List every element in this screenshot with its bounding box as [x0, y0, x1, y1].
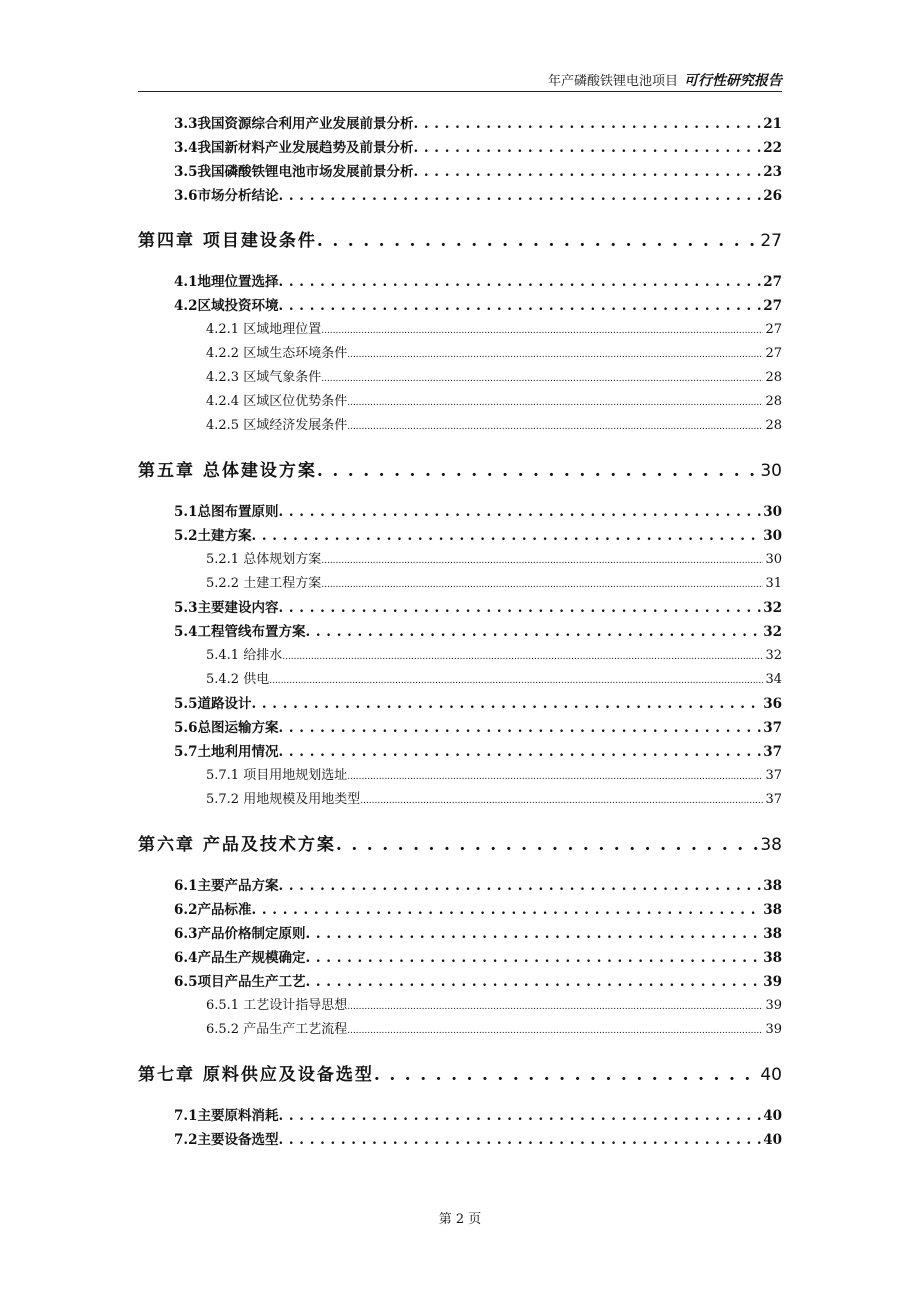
toc-page-number: 38 [763, 926, 782, 942]
toc-entry-title: 6.5.1 工艺设计指导思想 [206, 998, 348, 1013]
toc-page-number: 38 [763, 902, 782, 918]
toc-dot-leader [279, 600, 762, 616]
toc-entry[interactable] [138, 716, 782, 740]
toc-entry-title: 4.2.5 区域经济发展条件 [206, 418, 348, 433]
toc-entry-title: 4.2.4 区域区位优势条件 [206, 394, 348, 409]
toc-entry-title: 第五章 总体建设方案 [138, 461, 317, 481]
toc-chapter-entry[interactable] [138, 830, 782, 858]
toc-dot-leader [279, 878, 762, 894]
toc-page-number: 28 [765, 418, 782, 433]
toc-page-number: 38 [763, 950, 782, 966]
toc-page-number: 23 [763, 164, 782, 180]
toc-entry[interactable] [138, 318, 782, 342]
toc-dot-leader [306, 926, 762, 942]
page-number: 第 2 页 [438, 1212, 482, 1227]
toc-dot-leader [279, 720, 762, 736]
toc-dot-leader [347, 1026, 763, 1036]
toc-dot-leader [347, 422, 763, 432]
toc-dot-leader [252, 528, 762, 544]
toc-entry-title: 第七章 原料供应及设备选型 [138, 1065, 374, 1085]
toc-dot-leader [321, 326, 763, 336]
toc-page-number: 27 [760, 231, 782, 251]
toc-dot-leader [360, 796, 763, 806]
toc-entry-title: 6.3产品价格制定原则 [174, 926, 306, 942]
toc-entry[interactable] [138, 788, 782, 812]
toc-dot-leader [252, 902, 762, 918]
toc-entry[interactable] [138, 1104, 782, 1128]
toc-page-number: 27 [763, 298, 782, 314]
toc-entry[interactable] [138, 668, 782, 692]
toc-page-number: 34 [765, 672, 782, 687]
toc-entry[interactable] [138, 184, 782, 208]
toc-page-number: 27 [763, 274, 782, 290]
toc-dot-leader [321, 580, 763, 590]
toc-entry-title: 4.2.1 区域地理位置 [206, 322, 322, 337]
toc-entry-title: 4.2.3 区域气象条件 [206, 370, 322, 385]
toc-entry-title: 3.6市场分析结论 [174, 188, 279, 204]
toc-dot-leader [279, 188, 762, 204]
toc-entry[interactable] [138, 644, 782, 668]
toc-dot-leader [414, 116, 762, 132]
toc-dot-leader [414, 140, 762, 156]
toc-entry-title: 4.1地理位置选择 [174, 274, 279, 290]
toc-entry[interactable] [138, 160, 782, 184]
toc-entry[interactable] [138, 136, 782, 160]
page-footer [0, 1208, 920, 1227]
toc-page-number: 40 [763, 1132, 782, 1148]
toc-page-number: 39 [765, 1022, 782, 1037]
toc-dot-leader [306, 624, 762, 640]
toc-dot-leader [279, 274, 762, 290]
toc-page-number: 30 [765, 552, 782, 567]
toc-entry[interactable] [138, 946, 782, 970]
toc-entry-title: 3.4我国新材料产业发展趋势及前景分析 [174, 140, 414, 156]
toc-entry-title: 4.2区域投资环境 [174, 298, 279, 314]
toc-entry-title: 3.5我国磷酸铁锂电池市场发展前景分析 [174, 164, 414, 180]
toc-page-number: 40 [763, 1108, 782, 1124]
toc-entry-title: 4.2.2 区域生态环境条件 [206, 346, 348, 361]
toc-entry-title: 5.3主要建设内容 [174, 600, 279, 616]
toc-dot-leader [306, 950, 762, 966]
toc-dot-leader [347, 350, 763, 360]
toc-entry-title: 3.3我国资源综合利用产业发展前景分析 [174, 116, 414, 132]
toc-page-number: 40 [760, 1065, 782, 1085]
toc-chapter-entry[interactable] [138, 1060, 782, 1088]
toc-dot-leader [269, 676, 763, 686]
toc-page-number: 37 [763, 744, 782, 760]
toc-entry-title: 7.1主要原料消耗 [174, 1108, 279, 1124]
toc-page-number: 22 [763, 140, 782, 156]
toc-entry[interactable] [138, 994, 782, 1018]
toc-entry-title: 6.1主要产品方案 [174, 878, 279, 894]
toc-entry-title: 5.4.2 供电 [206, 672, 270, 687]
toc-entry[interactable] [138, 414, 782, 438]
toc-page-number: 28 [765, 394, 782, 409]
toc-entry-title: 第六章 产品及技术方案 [138, 835, 336, 855]
toc-dot-leader [279, 1108, 762, 1124]
toc-dot-leader [306, 974, 762, 990]
table-of-contents [138, 112, 782, 1152]
toc-dot-leader [336, 835, 758, 855]
toc-entry[interactable] [138, 898, 782, 922]
toc-dot-leader [347, 398, 763, 408]
toc-page-number: 28 [765, 370, 782, 385]
toc-entry-title: 5.7.2 用地规模及用地类型 [206, 792, 361, 807]
toc-chapter-entry[interactable] [138, 226, 782, 254]
toc-page-number: 30 [760, 461, 782, 481]
toc-dot-leader [279, 298, 762, 314]
toc-entry[interactable] [138, 692, 782, 716]
header-doc-type: 可行性研究报告 [684, 73, 782, 89]
toc-page-number: 39 [763, 974, 782, 990]
toc-page-number: 37 [765, 792, 782, 807]
toc-dot-leader [374, 1065, 758, 1085]
toc-page-number: 27 [765, 346, 782, 361]
toc-entry[interactable] [138, 366, 782, 390]
toc-entry[interactable] [138, 390, 782, 414]
toc-dot-leader [279, 504, 762, 520]
toc-entry-title: 5.2.1 总体规划方案 [206, 552, 322, 567]
toc-entry[interactable] [138, 270, 782, 294]
toc-page-number: 30 [763, 528, 782, 544]
toc-dot-leader [347, 772, 763, 782]
toc-entry[interactable] [138, 500, 782, 524]
toc-dot-leader [347, 1002, 763, 1012]
toc-entry-title: 5.1总图布置原则 [174, 504, 279, 520]
toc-entry[interactable] [138, 922, 782, 946]
toc-entry[interactable] [138, 620, 782, 644]
toc-entry[interactable] [138, 874, 782, 898]
toc-entry-title: 5.7土地利用情况 [174, 744, 279, 760]
toc-page-number: 36 [763, 696, 782, 712]
toc-dot-leader [282, 652, 763, 662]
toc-page-number: 39 [765, 998, 782, 1013]
toc-entry[interactable] [138, 524, 782, 548]
page-header [138, 64, 782, 92]
toc-dot-leader [279, 744, 762, 760]
toc-entry-title: 5.7.1 项目用地规划选址 [206, 768, 348, 783]
toc-page-number: 21 [763, 116, 782, 132]
toc-page-number: 32 [763, 600, 782, 616]
toc-page-number: 38 [760, 835, 782, 855]
toc-page-number: 30 [763, 504, 782, 520]
toc-dot-leader [317, 461, 758, 481]
toc-entry-title: 7.2主要设备选型 [174, 1132, 279, 1148]
toc-page-number: 37 [765, 768, 782, 783]
toc-entry[interactable] [138, 112, 782, 136]
toc-entry-title: 5.2土建方案 [174, 528, 252, 544]
header-project-name: 年产磷酸铁锂电池项目 [547, 74, 678, 89]
toc-entry[interactable] [138, 1128, 782, 1152]
toc-entry[interactable] [138, 740, 782, 764]
toc-entry-title: 5.5道路设计 [174, 696, 252, 712]
toc-entry[interactable] [138, 294, 782, 318]
toc-dot-leader [252, 696, 762, 712]
toc-entry[interactable] [138, 572, 782, 596]
toc-page-number: 32 [763, 624, 782, 640]
toc-entry-title: 5.6总图运输方案 [174, 720, 279, 736]
toc-page-number: 31 [765, 576, 782, 591]
toc-page-number: 26 [763, 188, 782, 204]
toc-dot-leader [321, 556, 763, 566]
toc-entry[interactable] [138, 764, 782, 788]
toc-entry-title: 5.4工程管线布置方案 [174, 624, 306, 640]
toc-entry-title: 6.2产品标准 [174, 902, 252, 918]
toc-page-number: 38 [763, 878, 782, 894]
toc-dot-leader [279, 1132, 762, 1148]
toc-entry[interactable] [138, 342, 782, 366]
toc-entry-title: 6.5项目产品生产工艺 [174, 974, 306, 990]
toc-entry-title: 5.4.1 给排水 [206, 648, 283, 663]
toc-page-number: 32 [765, 648, 782, 663]
header-text [548, 70, 782, 90]
toc-dot-leader [414, 164, 762, 180]
toc-entry[interactable] [138, 1018, 782, 1042]
toc-dot-leader [317, 231, 758, 251]
toc-page-number: 27 [765, 322, 782, 337]
toc-entry-title: 6.4产品生产规模确定 [174, 950, 306, 966]
header-rule [138, 91, 782, 92]
toc-entry[interactable] [138, 548, 782, 572]
toc-chapter-entry[interactable] [138, 456, 782, 484]
toc-entry[interactable] [138, 596, 782, 620]
toc-entry-title: 6.5.2 产品生产工艺流程 [206, 1022, 348, 1037]
toc-entry[interactable] [138, 970, 782, 994]
toc-page-number: 37 [763, 720, 782, 736]
toc-entry-title: 5.2.2 土建工程方案 [206, 576, 322, 591]
toc-dot-leader [321, 374, 763, 384]
toc-entry-title: 第四章 项目建设条件 [138, 231, 317, 251]
